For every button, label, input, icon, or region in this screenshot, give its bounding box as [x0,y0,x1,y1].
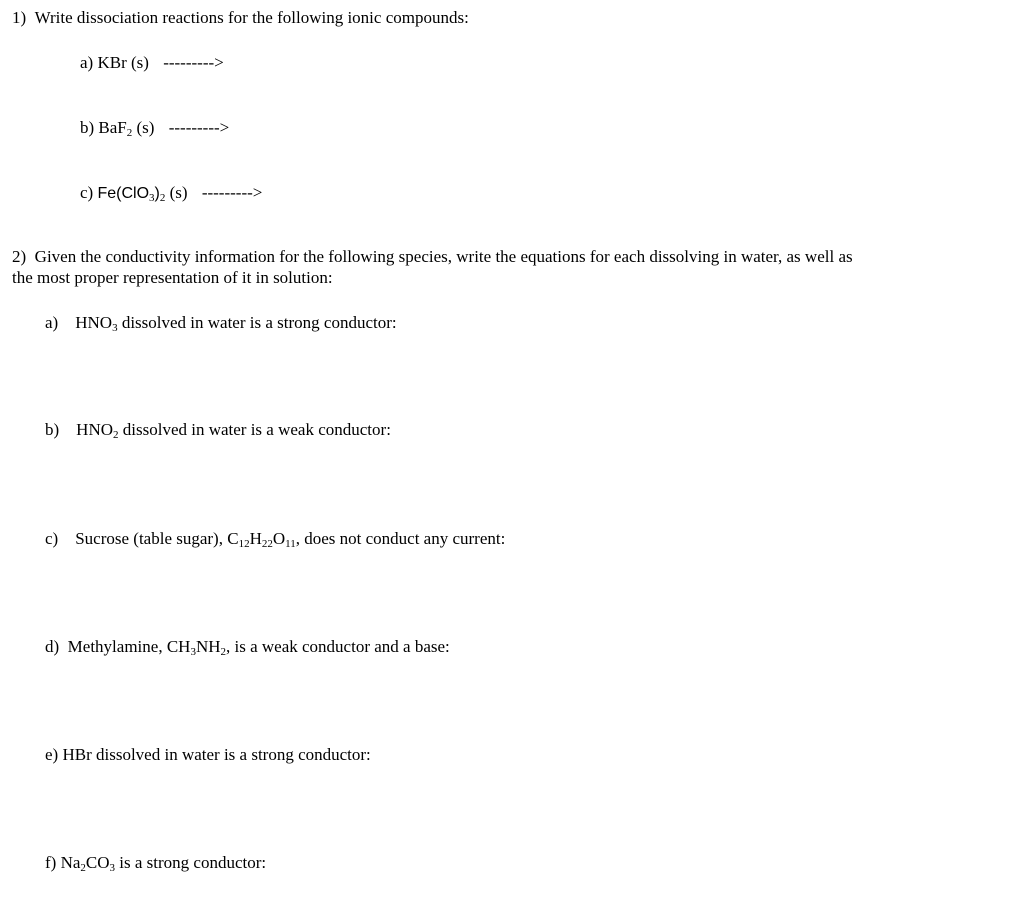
q2-item-a: a) $HNO_3$ dissolved in water is a strong conductor: [45,313,397,334]
q1-item-a [80,52,224,74]
q2-item-b: b) $HNO_2$ dissolved in water is a weak conductor: [45,420,391,441]
q2-item-c: c) Sucrose (table sugar), $C_{12}H_{22}O_{11}$, does not conduct any current: [45,529,506,550]
q1-item-b [80,117,229,139]
q1-item-c [80,182,262,205]
q2-item-e: e) HBr dissolved in water is a strong conductor: [45,745,371,764]
compound: BaF$_2$ (s) [98,118,155,139]
q2-item-f: f) $Na_2CO_3$ is a strong conductor: [45,853,267,874]
item-label: f) [45,853,57,872]
q2-heading-line-1: 2) Given the conductivity information for the following species, write the equations for each dissolving in water, as well as [12,247,853,266]
q2-item-d: d) Methylamine, $CH_3NH_2$, is a weak conductor and a base: [45,637,450,658]
compound: $Fe(ClO_3)_2$ (s) [97,183,188,204]
reaction-arrow: ---------> [201,183,263,202]
compound: KBr (s) [97,53,149,72]
q2-heading-line-2: the most proper representation of it in solution: [12,268,333,287]
reaction-arrow: ---------> [163,53,224,72]
item-label: a) [45,313,59,332]
item-label: b) [80,118,95,137]
item-label: c) [80,183,94,202]
item-label: c) [45,529,59,548]
item-label: e) [45,745,59,764]
item-label: b) [45,420,60,439]
item-label: a) [80,53,94,72]
reaction-arrow: ---------> [168,118,230,137]
q1-heading: 1) Write dissociation reactions for the following ionic compounds: [12,8,469,27]
item-label: d) [45,637,60,656]
